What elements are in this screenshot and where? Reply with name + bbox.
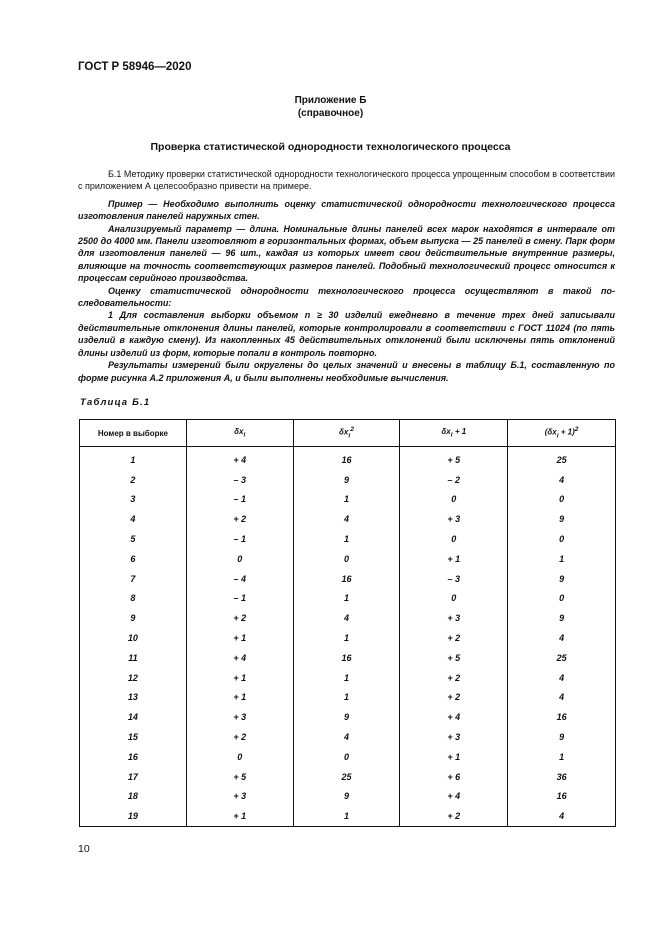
paragraph-step-1: 1 Для составления выборки объемом n ≥ 30 изделий ежедневно в течение трех дней записывали действительные отклонения длины панелей, которые контролировали в соответствии с ГОСТ 11024 (по пять изделий в каждую смену). Из накопленных 45 действительных отклонений были исключены пять отклонений длины изделий из форм, которые попали в контроль повторно. xyxy=(78,310,615,358)
header-dpos-tail: + 1) xyxy=(558,428,575,438)
cell-sample-number: 4 xyxy=(80,509,187,529)
header-deviation-plus-one-sub: i xyxy=(450,431,453,439)
cell-sample-number: 8 xyxy=(80,589,187,609)
cell-deviation-plus-one-squared: 4 xyxy=(508,688,616,708)
table-row xyxy=(80,447,616,470)
cell-sample-number: 10 xyxy=(80,628,187,648)
cell-deviation-plus-one-squared: 4 xyxy=(508,470,616,490)
cell-deviation-plus-one-squared: 9 xyxy=(508,608,616,628)
cell-deviation-plus-one: + 4 xyxy=(400,787,508,807)
paragraph-parameter: Анализируемый параметр — длина. Номинальные длины панелей всех марок находятся в интервале от 2500 до 4000 мм. Панели изготовляют в горизонтальных формах, объем выпуска — 25 панелей в смену. Парк форм для изготовления панелей — 96 шт., каждая из которых имеет свои действительные внутренние размеры, влияющие на точность соответствующих размеров панелей. Подобный технологический процесс относится к процессам серийного производства. xyxy=(78,223,615,284)
table-row xyxy=(80,569,616,589)
cell-deviation-squared: 4 xyxy=(293,608,400,628)
cell-sample-number: 1 xyxy=(80,447,187,470)
cell-deviation: + 5 xyxy=(186,767,293,787)
table-row xyxy=(80,648,616,668)
cell-sample-number: 3 xyxy=(80,490,187,510)
cell-deviation-plus-one-squared: 36 xyxy=(508,767,616,787)
cell-deviation-squared: 4 xyxy=(293,727,400,747)
cell-sample-number: 18 xyxy=(80,787,187,807)
section-title: Проверка статистической однородности технологического процесса xyxy=(150,141,511,153)
cell-deviation-squared: 1 xyxy=(293,806,400,826)
cell-deviation: – 4 xyxy=(186,569,293,589)
paragraph-results: Результаты измерений были округлены до целых значений и внесены в таблицу Б.1, составленную по форме рисунка А.2 приложения А, и были выполнены необходимые вычисления. xyxy=(78,360,615,383)
cell-deviation-squared: 16 xyxy=(293,447,400,470)
data-table xyxy=(79,419,616,827)
table-row xyxy=(80,628,616,648)
cell-deviation-plus-one: – 2 xyxy=(400,470,508,490)
cell-deviation-plus-one: 0 xyxy=(400,529,508,549)
table-row xyxy=(80,747,616,767)
cell-deviation-squared: 1 xyxy=(293,628,400,648)
cell-sample-number: 5 xyxy=(80,529,187,549)
cell-deviation: + 1 xyxy=(186,628,293,648)
cell-deviation-squared: 1 xyxy=(293,490,400,510)
cell-sample-number: 2 xyxy=(80,470,187,490)
cell-deviation: + 1 xyxy=(186,806,293,826)
body-text xyxy=(78,168,615,384)
header-dpos-sub: i xyxy=(556,432,559,440)
cell-sample-number: 7 xyxy=(80,569,187,589)
cell-deviation-plus-one-squared: 25 xyxy=(508,648,616,668)
column-header-sample-number: Номер в выборке xyxy=(80,420,187,447)
cell-deviation: + 1 xyxy=(186,668,293,688)
cell-deviation-plus-one-squared: 0 xyxy=(508,529,616,549)
cell-deviation-squared: 0 xyxy=(293,549,400,569)
table-row xyxy=(80,608,616,628)
cell-deviation-plus-one-squared: 0 xyxy=(508,490,616,510)
cell-deviation-plus-one: + 3 xyxy=(400,727,508,747)
table-row xyxy=(80,589,616,609)
header-deviation-base: δx xyxy=(234,427,244,437)
appendix-note: (справочное) xyxy=(297,108,364,119)
cell-deviation-plus-one-squared: 0 xyxy=(508,589,616,609)
table-row xyxy=(80,668,616,688)
cell-sample-number: 16 xyxy=(80,747,187,767)
cell-deviation: + 4 xyxy=(186,447,293,470)
paragraph-example: Пример — Необходимо выполнить оценку статистической однородности технологического процесса изготовления панелей наружных стен. xyxy=(78,198,615,222)
cell-deviation-plus-one: + 1 xyxy=(400,549,508,569)
cell-deviation-squared: 25 xyxy=(293,767,400,787)
table-row xyxy=(80,806,616,826)
cell-deviation: + 2 xyxy=(186,727,293,747)
cell-sample-number: 15 xyxy=(80,727,187,747)
header-dpos-pre: (δx xyxy=(544,428,557,438)
cell-deviation-plus-one-squared: 4 xyxy=(508,628,616,648)
table-row xyxy=(80,787,616,807)
cell-deviation-squared: 16 xyxy=(293,648,400,668)
table-row xyxy=(80,470,616,490)
cell-sample-number: 6 xyxy=(80,549,187,569)
cell-sample-number: 11 xyxy=(80,648,187,668)
cell-deviation-squared: 1 xyxy=(293,668,400,688)
cell-deviation-plus-one-squared: 1 xyxy=(508,549,616,569)
cell-deviation-squared: 1 xyxy=(293,529,400,549)
cell-deviation-squared: 16 xyxy=(293,569,400,589)
column-header-deviation-plus-one-squared xyxy=(508,420,616,447)
header-deviation-squared-sup: 2 xyxy=(350,426,354,434)
table-row xyxy=(80,767,616,787)
table-row xyxy=(80,549,616,569)
cell-deviation: – 1 xyxy=(186,529,293,549)
cell-deviation-squared: 0 xyxy=(293,747,400,767)
cell-sample-number: 17 xyxy=(80,767,187,787)
cell-deviation-squared: 1 xyxy=(293,688,400,708)
cell-deviation-plus-one: + 4 xyxy=(400,707,508,727)
column-header-deviation-squared xyxy=(293,420,400,447)
cell-sample-number: 12 xyxy=(80,668,187,688)
column-header-deviation xyxy=(186,420,293,447)
cell-deviation-plus-one: 0 xyxy=(400,490,508,510)
cell-deviation-plus-one-squared: 25 xyxy=(508,447,616,470)
header-deviation-plus-one-base: δx xyxy=(441,427,451,437)
cell-deviation-squared: 9 xyxy=(293,787,400,807)
cell-deviation-plus-one: + 6 xyxy=(400,767,508,787)
cell-deviation-plus-one: + 3 xyxy=(400,509,508,529)
table-row xyxy=(80,509,616,529)
cell-deviation: + 2 xyxy=(186,608,293,628)
cell-deviation-squared: 4 xyxy=(293,509,400,529)
cell-sample-number: 9 xyxy=(80,608,187,628)
document-id: ГОСТ Р 58946—2020 xyxy=(78,61,192,73)
cell-deviation: + 1 xyxy=(186,688,293,708)
cell-deviation-plus-one: – 3 xyxy=(400,569,508,589)
header-deviation-sub: i xyxy=(243,431,246,439)
cell-deviation-plus-one: + 5 xyxy=(400,648,508,668)
cell-deviation: + 2 xyxy=(186,509,293,529)
cell-deviation-plus-one: + 3 xyxy=(400,608,508,628)
table-row xyxy=(80,707,616,727)
cell-deviation: – 3 xyxy=(186,470,293,490)
column-header-deviation-plus-one xyxy=(400,420,508,447)
cell-deviation-plus-one-squared: 9 xyxy=(508,727,616,747)
header-dpos-sup: 2 xyxy=(574,426,579,434)
header-deviation-squared-sub: i xyxy=(348,432,351,440)
header-deviation-plus-one-tail: + 1 xyxy=(452,427,467,437)
cell-deviation-squared: 9 xyxy=(293,707,400,727)
cell-sample-number: 19 xyxy=(80,806,187,826)
appendix-label: Приложение Б xyxy=(294,95,367,106)
cell-deviation: 0 xyxy=(186,549,293,569)
cell-deviation: – 1 xyxy=(186,589,293,609)
cell-deviation-plus-one-squared: 1 xyxy=(508,747,616,767)
table-row xyxy=(80,490,616,510)
cell-deviation-squared: 1 xyxy=(293,589,400,609)
table-row xyxy=(80,529,616,549)
cell-deviation-plus-one: + 2 xyxy=(400,806,508,826)
cell-deviation-plus-one-squared: 16 xyxy=(508,787,616,807)
cell-deviation: + 3 xyxy=(186,787,293,807)
cell-deviation: – 1 xyxy=(186,490,293,510)
cell-sample-number: 14 xyxy=(80,707,187,727)
cell-deviation-squared: 9 xyxy=(293,470,400,490)
cell-deviation-plus-one: + 5 xyxy=(400,447,508,470)
table-row xyxy=(80,727,616,747)
header-deviation-squared-base: δx xyxy=(339,428,349,438)
cell-sample-number: 13 xyxy=(80,688,187,708)
table-caption: Таблица Б.1 xyxy=(80,397,151,408)
table-row xyxy=(80,688,616,708)
cell-deviation: + 4 xyxy=(186,648,293,668)
cell-deviation-plus-one-squared: 16 xyxy=(508,707,616,727)
paragraph-method-intro: Б.1 Методику проверки статистической однородности технологического процесса упрощенным способом в соответствии с приложением А целесообразно привести на примере. xyxy=(78,169,615,192)
page-number: 10 xyxy=(78,843,90,855)
cell-deviation-plus-one: + 2 xyxy=(400,668,508,688)
cell-deviation-plus-one: + 2 xyxy=(400,688,508,708)
table-header-row xyxy=(80,420,616,447)
cell-deviation-plus-one-squared: 4 xyxy=(508,806,616,826)
cell-deviation-plus-one-squared: 9 xyxy=(508,509,616,529)
cell-deviation: 0 xyxy=(186,747,293,767)
cell-deviation: + 3 xyxy=(186,707,293,727)
cell-deviation-plus-one-squared: 9 xyxy=(508,569,616,589)
cell-deviation-plus-one: 0 xyxy=(400,589,508,609)
cell-deviation-plus-one: + 1 xyxy=(400,747,508,767)
cell-deviation-plus-one-squared: 4 xyxy=(508,668,616,688)
cell-deviation-plus-one: + 2 xyxy=(400,628,508,648)
paragraph-sequence: Оценку статистической однородности технологического процесса осуществляют в такой последовательности: xyxy=(78,285,615,309)
